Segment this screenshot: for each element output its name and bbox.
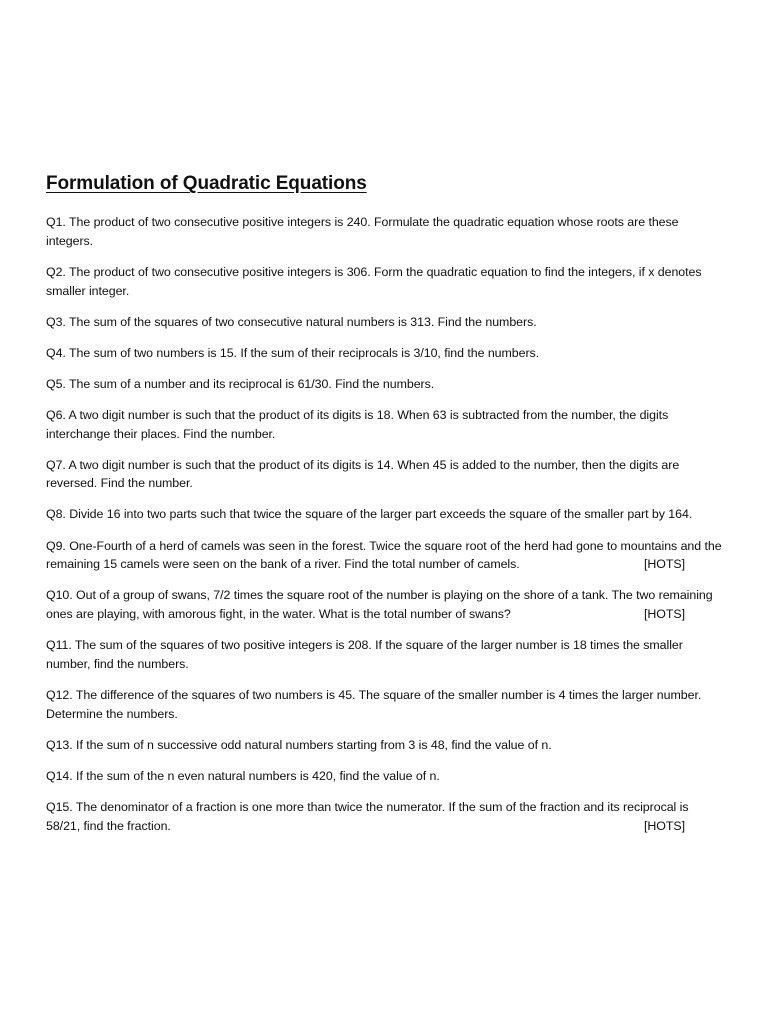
document-title: Formulation of Quadratic Equations: [46, 173, 367, 194]
question-item: [46, 636, 722, 673]
question-item: [46, 375, 722, 394]
question-text: Q8. Divide 16 into two parts such that twice the square of the larger part exceeds the square of the smaller part by 164.: [46, 507, 693, 522]
question-list: [46, 213, 722, 848]
hots-tag: [HOTS]: [643, 607, 685, 622]
question-item: [46, 537, 722, 574]
question-item: [46, 313, 722, 332]
question-text: Q2. The product of two consecutive positive integers is 306. Form the quadratic equation to find the integers, if x denotes smaller integer.: [46, 264, 702, 298]
question-item: [46, 767, 722, 786]
question-text: Q3. The sum of the squares of two consecutive natural numbers is 313. Find the numbers.: [46, 314, 537, 329]
question-text: Q12. The difference of the squares of two numbers is 45. The square of the smaller number is 4 times the larger number. Determine the numbers.: [46, 687, 702, 721]
hots-tag: [HOTS]: [643, 557, 685, 572]
question-text: Q5. The sum of a number and its reciprocal is 61/30. Find the numbers.: [46, 376, 435, 391]
question-text: Q1. The product of two consecutive positive integers is 240. Formulate the quadratic equation whose roots are these integers.: [46, 215, 679, 248]
question-text: Q7. A two digit number is such that the product of its digits is 14. When 45 is added to the number, then the digits are reversed. Find the number.: [46, 457, 680, 491]
question-item: [46, 505, 722, 524]
question-item: [46, 213, 722, 250]
question-text: Q4. The sum of two numbers is 15. If the sum of their reciprocals is 3/10, find the numbers.: [46, 345, 540, 360]
question-item: [46, 686, 722, 723]
question-item: [46, 456, 722, 493]
question-item: [46, 586, 722, 623]
question-item: [46, 344, 722, 363]
question-text: Q11. The sum of the squares of two positive integers is 208. If the square of the larger number is 18 times the smaller number, find the numbers.: [46, 638, 683, 671]
question-text: Q6. A two digit number is such that the product of its digits is 18. When 63 is subtracted from the number, the digits interchange their places. Find the number.: [46, 407, 669, 441]
question-item: [46, 263, 722, 300]
question-text: Q14. If the sum of the n even natural numbers is 420, find the value of n.: [46, 768, 440, 783]
question-text: Q10. Out of a group of swans, 7/2 times the square root of the number is playing on the shore of a tank. The two remaining ones are playing, with amorous fight, in the water. What is the total number of swans?: [46, 588, 713, 622]
question-text: Q15. The denominator of a fraction is one more than twice the numerator. If the sum of the fraction and its reciprocal is 58/21, find the fraction.: [46, 799, 689, 833]
question-item: [46, 406, 722, 443]
question-item: [46, 736, 722, 755]
hots-tag: [HOTS]: [643, 818, 685, 833]
question-item: [46, 798, 722, 835]
question-text: Q9. One-Fourth of a herd of camels was seen in the forest. Twice the square root of the herd had gone to mountains and the remaining 15 camels were seen on the bank of a river. Find the total number of camels.: [46, 538, 722, 572]
question-text: Q13. If the sum of n successive odd natural numbers starting from 3 is 48, find the value of n.: [46, 737, 552, 752]
